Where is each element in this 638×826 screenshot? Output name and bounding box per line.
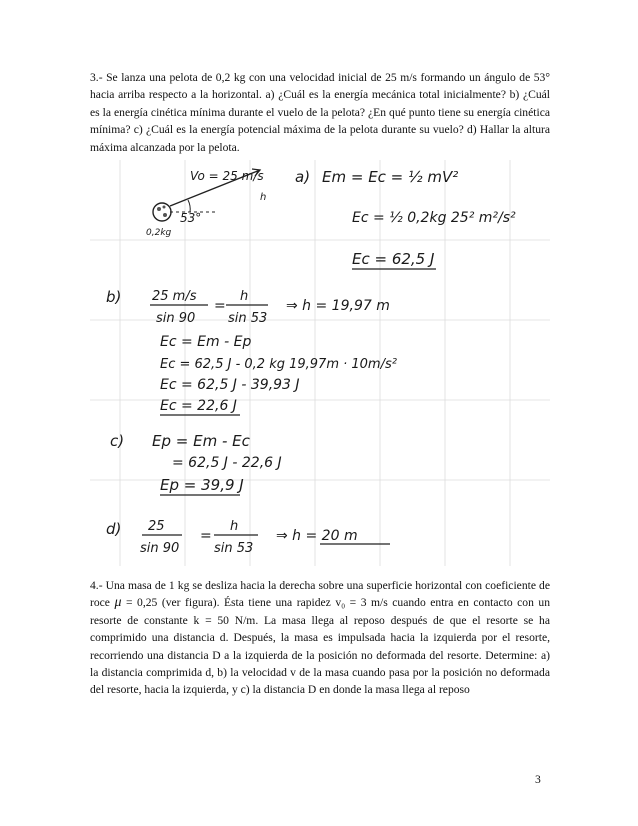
svg-text:=: = bbox=[214, 298, 226, 314]
projectile-sketch bbox=[146, 169, 266, 238]
problem-4-part1: 4.- Una masa de 1 kg se desliza hacia la derecha sobre una superficie horizontal con coeficiente de roce bbox=[90, 579, 550, 610]
svg-text:Ec = Em - Ep: Ec = Em - Ep bbox=[160, 334, 252, 350]
svg-text:sin 53: sin 53 bbox=[214, 541, 254, 556]
svg-text:Ec = 62,5 J - 39,93 J: Ec = 62,5 J - 39,93 J bbox=[160, 377, 300, 393]
problem-3-statement: 3.- Se lanza una pelota de 0,2 kg con una velocidad inicial de 25 m/s formando un ángulo de 53° hacia arriba respecto a la horizontal. a) ¿Cuál es la energía mecánica total inicialmente? b) ¿Cuál es la energía cinética mínima durante el vuelo de la pelota? ¿En qué punto tiene su energía cinética mínima? c) ¿Cuál es la energía potencial máxima de la pelota durante su vuelo? d) Hallar la altura máxima alcanzada por la pelota. bbox=[90, 71, 550, 154]
svg-text:c): c) bbox=[110, 432, 125, 450]
part-d bbox=[106, 519, 390, 556]
svg-text:h: h bbox=[240, 289, 249, 304]
problem-4-part2: = 0,25 (ver figura). Ésta tiene una rapidez v₀ = 3 m/s cuando entra en contacto con un resorte de constante k = 50 N/m. La masa llega al reposo después de que el resorte se ha comprimido una distancia d. Después, la masa es impulsada hacia la izquierda por el resorte, recorriendo una distancia D a la izquierda de la posición no deformada del resorte. Determine: a) la distancia comprimida d, b) la velocidad v de la masa cuando pasa por la posición no deformada del resorte, hacia la izquierda, y c) la distancia D en donde la masa llega al reposo bbox=[90, 596, 550, 697]
svg-text:25: 25 bbox=[148, 519, 165, 534]
svg-text:25 m/s: 25 m/s bbox=[152, 289, 197, 304]
svg-text:sin 53: sin 53 bbox=[228, 311, 268, 326]
handwritten-solution bbox=[90, 160, 550, 566]
svg-text:Ec = 62,5 J: Ec = 62,5 J bbox=[352, 250, 435, 268]
svg-text:⇒ h = 19,97 m: ⇒ h = 19,97 m bbox=[286, 298, 390, 314]
svg-text:sin 90: sin 90 bbox=[140, 541, 180, 556]
v0-label: Vo = 25 m/s bbox=[190, 169, 264, 183]
handwritten-solution-canvas bbox=[90, 160, 550, 566]
svg-text:a): a) bbox=[295, 168, 311, 186]
mass-label: 0,2kg bbox=[146, 228, 172, 238]
svg-text:Ep = 39,9 J: Ep = 39,9 J bbox=[160, 476, 244, 494]
ball-icon bbox=[153, 203, 171, 221]
height-label: h bbox=[260, 192, 267, 203]
svg-text:sin 90: sin 90 bbox=[156, 311, 196, 326]
svg-text:Ec = 22,6 J: Ec = 22,6 J bbox=[160, 398, 237, 414]
svg-text:Ep = Em - Ec: Ep = Em - Ec bbox=[152, 432, 250, 450]
problem-4-statement bbox=[90, 577, 550, 699]
page-number: 3 bbox=[535, 773, 541, 786]
part-c bbox=[110, 432, 282, 495]
svg-text:=: = bbox=[200, 528, 212, 544]
svg-text:Em = Ec = ½ mV²: Em = Ec = ½ mV² bbox=[322, 168, 459, 186]
svg-text:= 62,5 J - 22,6 J: = 62,5 J - 22,6 J bbox=[172, 455, 282, 471]
part-b bbox=[106, 288, 397, 415]
svg-text:d): d) bbox=[106, 520, 122, 538]
svg-text:Ec = 62,5 J - 0,2 kg 19,97m ·: Ec = 62,5 J - 0,2 kg 19,97m · 10m/s² bbox=[160, 357, 397, 372]
angle-label: 53° bbox=[180, 211, 202, 225]
mu-symbol: μ bbox=[114, 595, 122, 611]
svg-text:⇒ h = 20 m: ⇒ h = 20 m bbox=[276, 528, 358, 544]
svg-text:b): b) bbox=[106, 288, 122, 306]
svg-text:h: h bbox=[230, 519, 239, 534]
part-a bbox=[295, 168, 516, 269]
svg-text:Ec = ½ 0,2kg 25² m²/s²: Ec = ½ 0,2kg 25² m²/s² bbox=[352, 210, 516, 226]
